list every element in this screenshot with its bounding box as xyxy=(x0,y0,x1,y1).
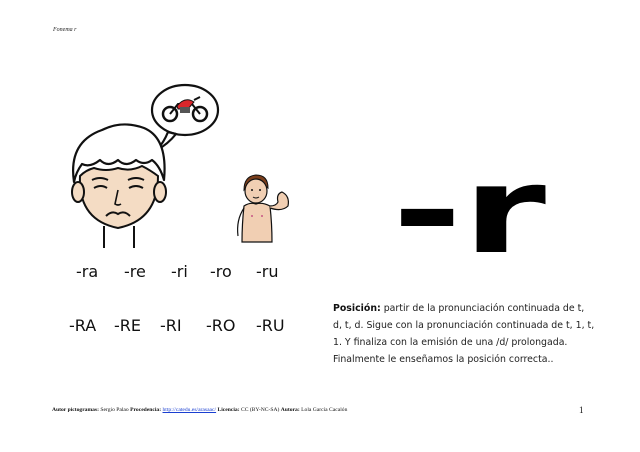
footer-autor-label: Autor pictogramas: xyxy=(52,407,99,413)
boy-shoulder-pictogram xyxy=(232,172,294,244)
syllable-upper-ru: -RU xyxy=(256,316,285,335)
page-header: Fonema r xyxy=(53,27,77,33)
syllable-upper-re: -RE xyxy=(114,316,141,335)
syllable-upper-ra: -RA xyxy=(69,316,97,335)
footer-procedencia-label: Procedencia: xyxy=(130,407,162,413)
boy-thinking-pictogram xyxy=(60,80,230,250)
syllable-lower-ra: -ra xyxy=(76,262,99,281)
syllable-upper-ri: -RI xyxy=(160,316,182,335)
syllable-lower-re: -re xyxy=(124,262,146,281)
footer-licencia-value: CC (BY-NC-SA) xyxy=(239,407,281,413)
description-label: Posición: xyxy=(333,303,381,314)
big-letter-r xyxy=(392,148,552,268)
syllable-upper-ro: -RO xyxy=(206,316,236,335)
footer-credits xyxy=(52,407,347,413)
arasaac-link[interactable]: http://catedu.es/arasaac/ xyxy=(162,407,217,413)
description-text: partir de la pronunciación continuada de t, d, t, d. Sigue con la pronunciación continuada de t, 1, t, 1. Y finaliza con la emisión de una /d/ prolongada. Finalmente le enseñamos la posición correcta.. xyxy=(333,303,595,365)
footer-autora-value: Lola García Cacalón xyxy=(299,407,348,413)
syllable-lower-ri: -ri xyxy=(171,262,188,281)
syllable-lower-ro: -ro xyxy=(210,262,232,281)
footer-licencia-label: Licencia: xyxy=(216,407,240,413)
page-number: 1 xyxy=(579,405,584,415)
position-description xyxy=(333,300,595,368)
footer-autor-value: Sergio Palao xyxy=(98,407,131,413)
footer-autora-label: Autora: xyxy=(280,407,300,413)
big-letter-text: -r xyxy=(392,148,546,268)
syllable-lower-ru: -ru xyxy=(256,262,279,281)
